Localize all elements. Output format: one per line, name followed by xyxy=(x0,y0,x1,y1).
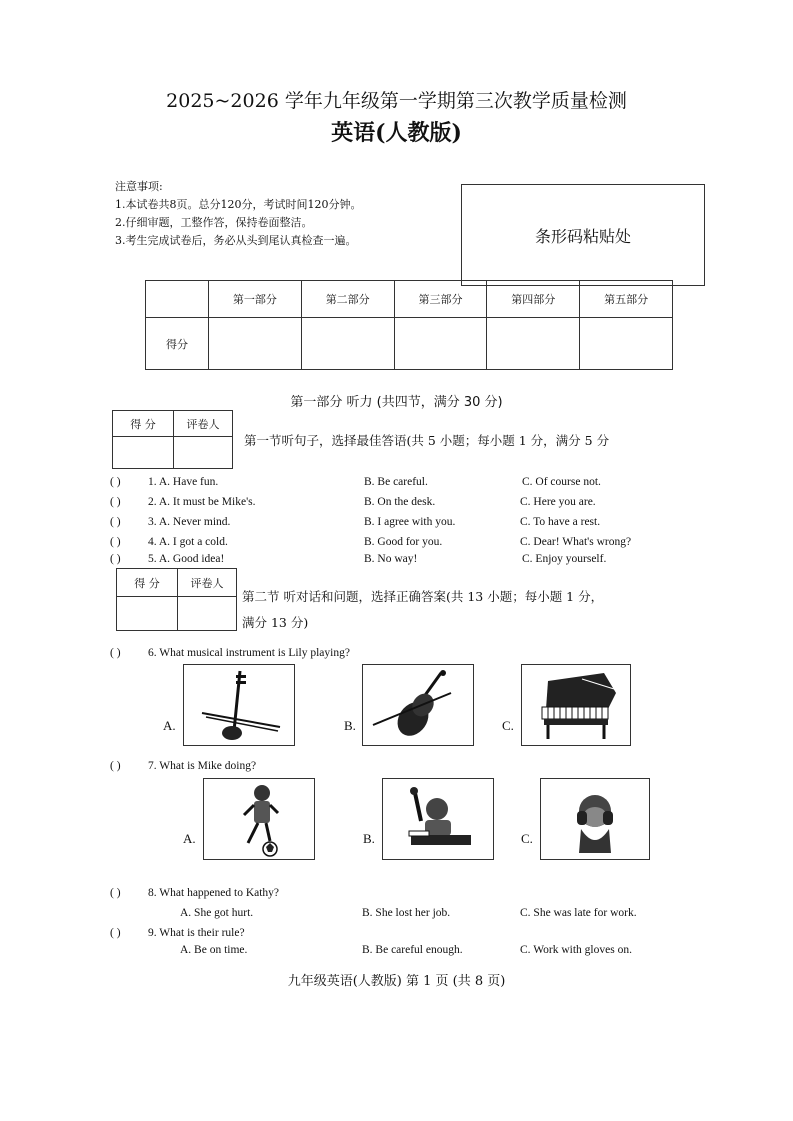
question-9-option-c: C. Work with gloves on. xyxy=(520,944,632,956)
boy-playing-soccer-image xyxy=(203,778,315,860)
question-5-option-b: B. No way! xyxy=(364,553,418,565)
question-5-option-c: C. Enjoy yourself. xyxy=(522,553,607,565)
question-8-option-a: A. She got hurt. xyxy=(180,907,254,919)
section2-instruction-line1: 第二节 听对话和问题，选择正确答案(共 13 小题；每小题 1 分， xyxy=(242,589,604,604)
question-9-text: 9. What is their rule? xyxy=(148,927,245,939)
barcode-label: 条形码粘贴处 xyxy=(534,226,631,246)
answer-paren[interactable]: ( ) xyxy=(110,536,121,548)
grader-name-label: 评卷人 xyxy=(178,569,237,597)
score-table-corner xyxy=(146,281,209,318)
answer-paren[interactable]: ( ) xyxy=(110,553,121,565)
question-1-option-c: C. Of course not. xyxy=(522,476,601,488)
score-row-label: 得分 xyxy=(146,318,209,370)
question-9-option-b: B. Be careful enough. xyxy=(362,944,463,956)
exam-subtitle: 英语(人教版) xyxy=(331,120,462,146)
answer-paren[interactable]: ( ) xyxy=(110,760,121,772)
question-9-option-a: A. Be on time. xyxy=(180,944,248,956)
score-cell[interactable] xyxy=(487,318,580,370)
question-4-option-a: 4. A. I got a cold. xyxy=(148,536,228,548)
score-table-header: 第五部分 xyxy=(580,281,673,318)
answer-paren[interactable]: ( ) xyxy=(110,476,121,488)
score-table-header: 第四部分 xyxy=(487,281,580,318)
grader-box-1 xyxy=(112,410,233,469)
option-b-label: B. xyxy=(344,718,356,733)
question-8-option-b: B. She lost her job. xyxy=(362,907,451,919)
question-2-option-a: 2. A. It must be Mike's. xyxy=(148,496,256,508)
grader-name-label: 评卷人 xyxy=(174,411,233,437)
question-1-option-b: B. Be careful. xyxy=(364,476,428,488)
score-table xyxy=(145,280,673,370)
section2-instruction-line2: 满分 13 分) xyxy=(242,615,309,630)
option-a-label: A. xyxy=(183,831,196,846)
boy-crying-image xyxy=(540,778,650,860)
question-6-text: 6. What musical instrument is Lily playing? xyxy=(148,647,350,659)
score-cell[interactable] xyxy=(301,318,394,370)
grader-name-cell[interactable] xyxy=(174,437,233,469)
option-b-label: B. xyxy=(363,831,375,846)
question-4-option-b: B. Good for you. xyxy=(364,536,443,548)
question-4-option-c: C. Dear! What's wrong? xyxy=(520,536,632,548)
exam-title: 2025~2026 学年九年级第一学期第三次教学质量检测 xyxy=(166,90,627,112)
grader-score-cell[interactable] xyxy=(117,597,178,631)
score-table-header: 第三部分 xyxy=(394,281,487,318)
answer-paren[interactable]: ( ) xyxy=(110,516,121,528)
score-cell[interactable] xyxy=(394,318,487,370)
notes-item-3: 3.考生完成试卷后，务必从头到尾认真检查一遍。 xyxy=(115,234,357,247)
grader-name-cell[interactable] xyxy=(178,597,237,631)
question-7-text: 7. What is Mike doing? xyxy=(148,760,257,772)
section1-instruction: 第一节听句子，选择最佳答语(共 5 小题；每小题 1 分，满分 5 分 xyxy=(244,433,610,448)
option-c-label: C. xyxy=(521,831,533,846)
answer-paren[interactable]: ( ) xyxy=(110,887,121,899)
notes-item-2: 2.仔细审题，工整作答，保持卷面整洁。 xyxy=(115,216,313,229)
score-table-header: 第一部分 xyxy=(209,281,302,318)
part1-title: 第一部分 听力 (共四节，满分 30 分) xyxy=(290,395,503,410)
score-cell[interactable] xyxy=(209,318,302,370)
option-c-label: C. xyxy=(502,718,514,733)
grader-score-label: 得 分 xyxy=(117,569,178,597)
score-cell[interactable] xyxy=(580,318,673,370)
notes-item-1: 1.本试卷共8页。总分120分，考试时间120分钟。 xyxy=(115,198,362,211)
grader-box-2 xyxy=(116,568,237,631)
score-table-header: 第二部分 xyxy=(301,281,394,318)
option-a-label: A. xyxy=(163,718,176,733)
grader-score-label: 得 分 xyxy=(113,411,174,437)
question-8-option-c: C. She was late for work. xyxy=(520,907,637,919)
question-2-option-c: C. Here you are. xyxy=(520,496,596,508)
answer-paren[interactable]: ( ) xyxy=(110,927,121,939)
boy-raising-hand-image xyxy=(382,778,494,860)
question-3-option-c: C. To have a rest. xyxy=(520,516,601,528)
question-5-option-a: 5. A. Good idea! xyxy=(148,553,225,565)
answer-paren[interactable]: ( ) xyxy=(110,496,121,508)
notes-heading: 注意事项: xyxy=(115,180,163,193)
answer-paren[interactable]: ( ) xyxy=(110,647,121,659)
erhu-image xyxy=(183,664,295,746)
notes xyxy=(115,178,361,250)
question-3-option-b: B. I agree with you. xyxy=(364,516,456,528)
question-3-option-a: 3. A. Never mind. xyxy=(148,516,231,528)
violin-image xyxy=(362,664,474,746)
barcode-area xyxy=(461,184,705,286)
question-8-text: 8. What happened to Kathy? xyxy=(148,887,280,899)
grader-score-cell[interactable] xyxy=(113,437,174,469)
question-1-option-a: 1. A. Have fun. xyxy=(148,476,219,488)
piano-image xyxy=(521,664,631,746)
question-2-option-b: B. On the desk. xyxy=(364,496,436,508)
page-footer: 九年级英语(人教版) 第 1 页 (共 8 页) xyxy=(287,974,506,989)
